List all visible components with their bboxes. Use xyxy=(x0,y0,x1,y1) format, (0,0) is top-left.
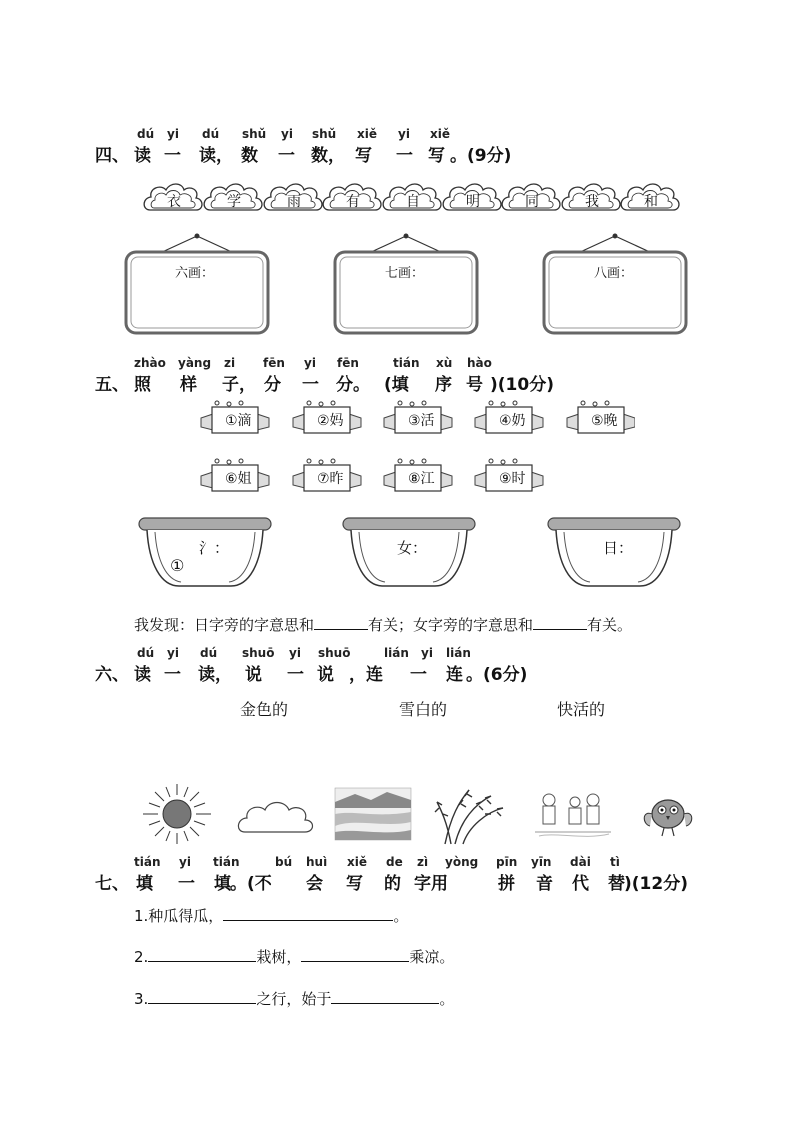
tag-text: ⑨时 xyxy=(499,471,526,487)
pinyin: tián xyxy=(393,356,420,370)
discover-text: 我发现：日字旁的字意思和 xyxy=(134,616,315,634)
cloud-char: 学 xyxy=(227,194,241,210)
children-playing-icon xyxy=(535,794,611,836)
box-seven-strokes xyxy=(335,234,477,334)
bowl-answer: ① xyxy=(170,556,185,575)
pinyin: dú xyxy=(202,127,220,141)
heading-char: 照 xyxy=(134,375,151,395)
pinyin: xiě xyxy=(430,127,450,141)
box-label-six: 六画： xyxy=(175,266,215,281)
heading-char: 读 xyxy=(134,146,151,166)
cloud-3 xyxy=(264,184,322,210)
pinyin: fēn xyxy=(337,356,359,370)
heading-char: 说 xyxy=(317,665,334,685)
question-text: 乘凉。 xyxy=(409,948,455,966)
river-landscape-icon xyxy=(335,788,411,840)
tag-text: ⑧江 xyxy=(408,471,435,487)
box-eight-strokes xyxy=(544,234,686,334)
discover-text: 有关。 xyxy=(587,616,633,634)
heading-score: )(12分) xyxy=(624,874,688,894)
cloud-6 xyxy=(443,184,501,210)
tag-text: ⑤晚 xyxy=(591,413,618,429)
box-label-eight: 八画： xyxy=(594,266,634,281)
cloud-7 xyxy=(502,184,560,210)
pinyin: yi xyxy=(421,646,433,660)
answer-blank[interactable] xyxy=(331,989,439,1004)
rice-stalk-icon xyxy=(435,790,503,844)
heading-char: 一 xyxy=(164,665,181,685)
pinyin: xiě xyxy=(357,127,377,141)
section-5-number: 五、 xyxy=(95,375,129,395)
heading-char: 一 xyxy=(396,146,413,166)
question-2 xyxy=(134,946,454,967)
tag-text: ⑦昨 xyxy=(317,471,344,487)
heading-score: 。(9分) xyxy=(450,146,512,166)
pinyin: de xyxy=(386,855,403,869)
character-clouds xyxy=(140,178,680,218)
pinyin: yi xyxy=(398,127,410,141)
bird-icon xyxy=(644,800,692,836)
heading-char: 填 xyxy=(214,874,231,894)
section-4-number: 四、 xyxy=(95,146,129,166)
heading-char: 写 xyxy=(428,146,445,166)
tag-text: ①滴 xyxy=(225,413,252,429)
pinyin: yīn xyxy=(531,855,552,869)
question-text: 。 xyxy=(439,990,455,1008)
cloud-char: 衣 xyxy=(167,194,181,210)
heading-char: 字用 xyxy=(414,874,448,894)
question-text: 3. xyxy=(134,990,149,1008)
heading-char: 样 xyxy=(180,375,197,395)
cloud-char: 雨 xyxy=(287,194,301,210)
pinyin: shǔ xyxy=(312,127,337,141)
heading-char: 会 xyxy=(306,874,323,894)
pinyin: hào xyxy=(467,356,492,370)
pinyin: dài xyxy=(570,855,591,869)
heading-char: 读， xyxy=(198,665,232,685)
tag-text: ②妈 xyxy=(317,413,344,429)
bowl-label-sun: 日： xyxy=(603,539,634,557)
heading-char: 连 xyxy=(446,665,463,685)
heading-char: 子， xyxy=(222,375,256,395)
cloud-4 xyxy=(323,184,381,210)
cloud-8 xyxy=(562,184,620,210)
heading-score: )(10分) xyxy=(490,375,554,395)
section-6-number: 六、 xyxy=(95,665,129,685)
pinyin: yi xyxy=(304,356,316,370)
pinyin: tì xyxy=(610,855,620,869)
heading-char: 一 xyxy=(302,375,319,395)
cloud-char: 明 xyxy=(466,194,480,210)
answer-blank[interactable] xyxy=(148,947,256,962)
pinyin: yàng xyxy=(178,356,212,370)
answer-blank[interactable] xyxy=(314,615,368,630)
bowl-label-female: 女： xyxy=(397,539,428,557)
question-text: 1.种瓜得瓜， xyxy=(134,907,224,925)
question-text: 2. xyxy=(134,948,149,966)
heading-char: 读 xyxy=(134,665,151,685)
pinyin: zi xyxy=(224,356,236,370)
heading-char: 写 xyxy=(355,146,372,166)
heading-score: 。(6分) xyxy=(466,665,528,685)
heading-char: 填 xyxy=(136,874,153,894)
pinyin: shuō xyxy=(318,646,351,660)
answer-blank[interactable] xyxy=(301,947,409,962)
pinyin: yi xyxy=(179,855,191,869)
pinyin: yòng xyxy=(445,855,479,869)
matching-pictures xyxy=(135,782,705,846)
heading-char: 说 xyxy=(245,665,262,685)
pinyin: bú xyxy=(275,855,293,869)
pinyin: yi xyxy=(167,646,179,660)
sun-icon xyxy=(143,784,211,844)
heading-char: 代 xyxy=(572,874,589,894)
cloud-char: 有 xyxy=(346,194,360,210)
heading-char: 一 xyxy=(287,665,304,685)
heading-char: ，连 xyxy=(349,665,383,685)
heading-char: 的 xyxy=(384,874,401,894)
question-text: 栽树， xyxy=(256,948,302,966)
word-happy: 快活的 xyxy=(557,700,606,719)
pinyin: yi xyxy=(281,127,293,141)
heading-char: 一 xyxy=(278,146,295,166)
cloud-2 xyxy=(204,184,262,210)
word-snow-white: 雪白的 xyxy=(399,700,448,719)
heading-char: 号 xyxy=(466,375,483,395)
pinyin: dú xyxy=(137,646,155,660)
heading-char: (填 xyxy=(384,375,409,395)
heading-char: 写 xyxy=(346,874,363,894)
cloud-char: 我 xyxy=(585,194,599,210)
answer-blank[interactable] xyxy=(533,615,587,630)
tag-text: ④奶 xyxy=(499,413,526,429)
cloud-5 xyxy=(383,184,441,210)
pinyin: zhào xyxy=(134,356,166,370)
discovery-sentence xyxy=(134,614,632,635)
question-text: 。 xyxy=(393,907,409,925)
box-label-seven: 七画： xyxy=(385,266,425,281)
pinyin: dú xyxy=(200,646,218,660)
heading-char: 一 xyxy=(164,146,181,166)
pinyin: zì xyxy=(417,855,429,869)
pinyin: yi xyxy=(289,646,301,660)
cloud-1 xyxy=(144,184,202,210)
pinyin: tián xyxy=(213,855,240,869)
word-golden: 金色的 xyxy=(240,700,289,719)
question-3 xyxy=(134,988,454,1009)
pinyin: fēn xyxy=(263,356,285,370)
heading-char: 音 xyxy=(536,874,553,894)
cloud-9 xyxy=(621,184,679,210)
heading-char: 数， xyxy=(311,146,345,166)
heading-char: 一 xyxy=(410,665,427,685)
answer-blank[interactable] xyxy=(223,906,393,921)
cloud-icon xyxy=(238,803,312,833)
heading-char: 替 xyxy=(608,874,625,894)
section-7-number: 七、 xyxy=(95,874,129,894)
hanging-boxes xyxy=(120,228,700,340)
heading-char: 。(不 xyxy=(230,874,272,894)
pinyin: tián xyxy=(134,855,161,869)
heading-char: 一 xyxy=(178,874,195,894)
cloud-char: 同 xyxy=(525,194,539,210)
bowl-label-water: 氵： xyxy=(199,539,230,557)
tag-text: ③活 xyxy=(408,413,435,429)
pinyin: xiě xyxy=(347,855,367,869)
tag-text: ⑥姐 xyxy=(225,471,252,487)
pinyin: pīn xyxy=(496,855,518,869)
pinyin: lián xyxy=(446,646,471,660)
pinyin: shuō xyxy=(242,646,275,660)
pinyin: huì xyxy=(306,855,328,869)
pinyin: yi xyxy=(167,127,179,141)
heading-char: 分 xyxy=(264,375,281,395)
cloud-char: 自 xyxy=(406,194,420,210)
pinyin: dú xyxy=(137,127,155,141)
heading-char: 序 xyxy=(435,375,452,395)
heading-char: 拼 xyxy=(498,874,515,894)
pinyin: shǔ xyxy=(242,127,267,141)
pinyin: lián xyxy=(384,646,409,660)
heading-char: 数 xyxy=(241,146,258,166)
question-text: 之行，始于 xyxy=(256,990,332,1008)
answer-blank[interactable] xyxy=(148,989,256,1004)
pinyin: xù xyxy=(436,356,453,370)
discover-text: 有关；女字旁的字意思和 xyxy=(368,616,534,634)
heading-char: 分。 xyxy=(336,375,370,395)
heading-char: 读， xyxy=(199,146,233,166)
cloud-char: 和 xyxy=(644,194,658,210)
question-1 xyxy=(134,905,408,926)
box-six-strokes xyxy=(126,234,268,334)
